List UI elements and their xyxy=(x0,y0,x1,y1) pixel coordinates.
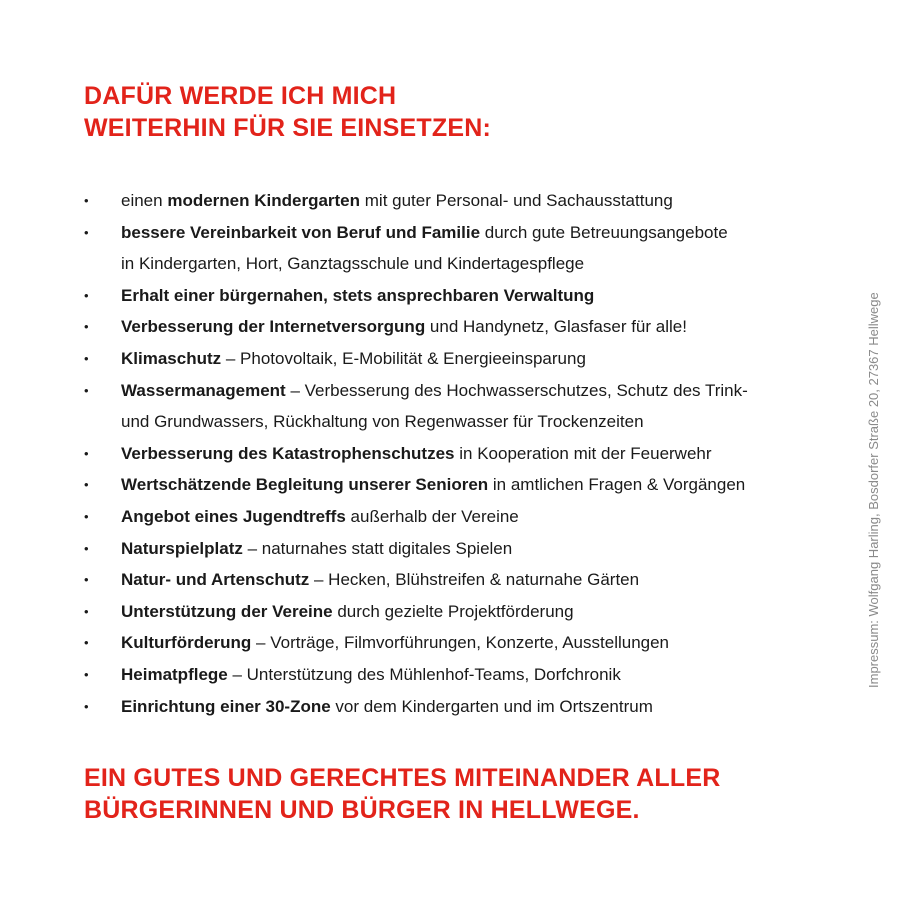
list-item xyxy=(84,691,814,723)
bullet-icon: • xyxy=(84,445,89,461)
page-heading xyxy=(84,80,491,144)
item-text-rest: vor dem Kindergarten und im Ortszentrum xyxy=(330,696,653,716)
goals-list xyxy=(84,185,814,722)
closing-line-1: EIN GUTES UND GERECHTES MITEINANDER ALLER xyxy=(84,764,721,792)
item-text-bold: Wertschätzende Begleitung unserer Senioren xyxy=(121,475,489,495)
list-item xyxy=(84,217,814,280)
item-text-bold: Kulturförderung xyxy=(121,633,252,653)
item-text-rest: mit guter Personal- und Sachausstattung xyxy=(360,191,673,210)
item-text-rest: – naturnahes statt digitales Spielen xyxy=(242,538,513,558)
bullet-icon: • xyxy=(84,477,89,493)
heading-line-1: DAFÜR WERDE ICH MICH xyxy=(84,82,397,110)
list-item xyxy=(84,564,814,596)
list-item xyxy=(84,375,814,438)
item-text-bold: Einrichtung einer 30-Zone xyxy=(121,696,331,716)
list-item xyxy=(84,343,814,375)
item-text-rest: – Photovoltaik, E-Mobilität & Energieeinsparung xyxy=(221,348,586,368)
item-text-bold: Unterstützung der Vereine xyxy=(121,601,333,621)
item-text-rest: in amtlichen Fragen & Vorgängen xyxy=(488,475,746,495)
item-text-rest: – Unterstützung des Mühlenhof-Teams, Dorfchronik xyxy=(227,664,621,684)
list-item xyxy=(84,501,814,533)
item-text-bold: Klimaschutz xyxy=(121,348,222,368)
bullet-icon: • xyxy=(84,666,89,682)
item-text-bold: Angebot eines Jugendtreffs xyxy=(121,506,346,526)
bullet-icon: • xyxy=(84,287,89,303)
list-item xyxy=(84,533,814,565)
list-item xyxy=(84,627,814,659)
item-text-bold: bessere Vereinbarkeit von Beruf und Familie xyxy=(121,222,481,242)
list-item xyxy=(84,438,814,470)
item-text-prefix: einen xyxy=(121,191,168,210)
bullet-icon: • xyxy=(84,319,89,335)
bullet-icon: • xyxy=(84,540,89,556)
item-text-continuation: und Grundwassers, Rückhaltung von Regenwasser für Trockenzeiten xyxy=(121,412,644,432)
bullet-icon: • xyxy=(84,350,89,366)
item-text-bold: Wassermanagement xyxy=(121,380,286,400)
item-text-rest: außerhalb der Vereine xyxy=(345,506,519,526)
item-text-rest: und Handynetz, Glasfaser für alle! xyxy=(425,317,687,337)
list-item xyxy=(84,185,814,217)
item-text-rest: durch gute Betreuungsangebote xyxy=(480,222,728,242)
item-text-bold: modernen Kindergarten xyxy=(167,191,361,210)
bullet-icon: • xyxy=(84,382,89,398)
item-text-bold: Verbesserung der Internetversorgung xyxy=(121,317,426,337)
list-item xyxy=(84,659,814,691)
list-item xyxy=(84,280,814,312)
bullet-icon: • xyxy=(84,508,89,524)
list-item xyxy=(84,596,814,628)
bullet-icon: • xyxy=(84,193,89,208)
item-text-rest: in Kooperation mit der Feuerwehr xyxy=(454,443,712,463)
bullet-icon: • xyxy=(84,572,89,588)
bullet-icon: • xyxy=(84,224,89,240)
item-text-rest: durch gezielte Projektförderung xyxy=(332,601,574,621)
closing-line-2: BÜRGERINNEN UND BÜRGER IN HELLWEGE. xyxy=(84,796,640,824)
list-item xyxy=(84,311,814,343)
item-text-bold: Heimatpflege xyxy=(121,664,228,684)
item-text-rest: – Hecken, Blühstreifen & naturnahe Gärten xyxy=(309,570,640,590)
item-text-bold: Erhalt einer bürgernahen, stets ansprechbaren Verwaltung xyxy=(121,285,595,305)
item-text-bold: Naturspielplatz xyxy=(121,538,243,558)
list-item xyxy=(84,469,814,501)
item-text-rest: – Verbesserung des Hochwasserschutzes, Schutz des Trink- xyxy=(285,380,748,400)
closing-statement xyxy=(84,762,720,826)
item-text-bold: Natur- und Artenschutz xyxy=(121,570,310,590)
imprint-text: Impressum: Wolfgang Harling, Bosdorfer Straße 20, 27367 Hellwege xyxy=(866,292,881,688)
item-text-bold: Verbesserung des Katastrophenschutzes xyxy=(121,443,455,463)
item-text-rest: – Vorträge, Filmvorführungen, Konzerte, Ausstellungen xyxy=(251,633,670,653)
bullet-icon: • xyxy=(84,635,89,651)
bullet-icon: • xyxy=(84,603,89,619)
heading-line-2: WEITERHIN FÜR SIE EINSETZEN: xyxy=(84,114,492,142)
bullet-icon: • xyxy=(84,698,89,714)
item-text-continuation: in Kindergarten, Hort, Ganztagsschule und Kindertagespflege xyxy=(121,254,585,274)
